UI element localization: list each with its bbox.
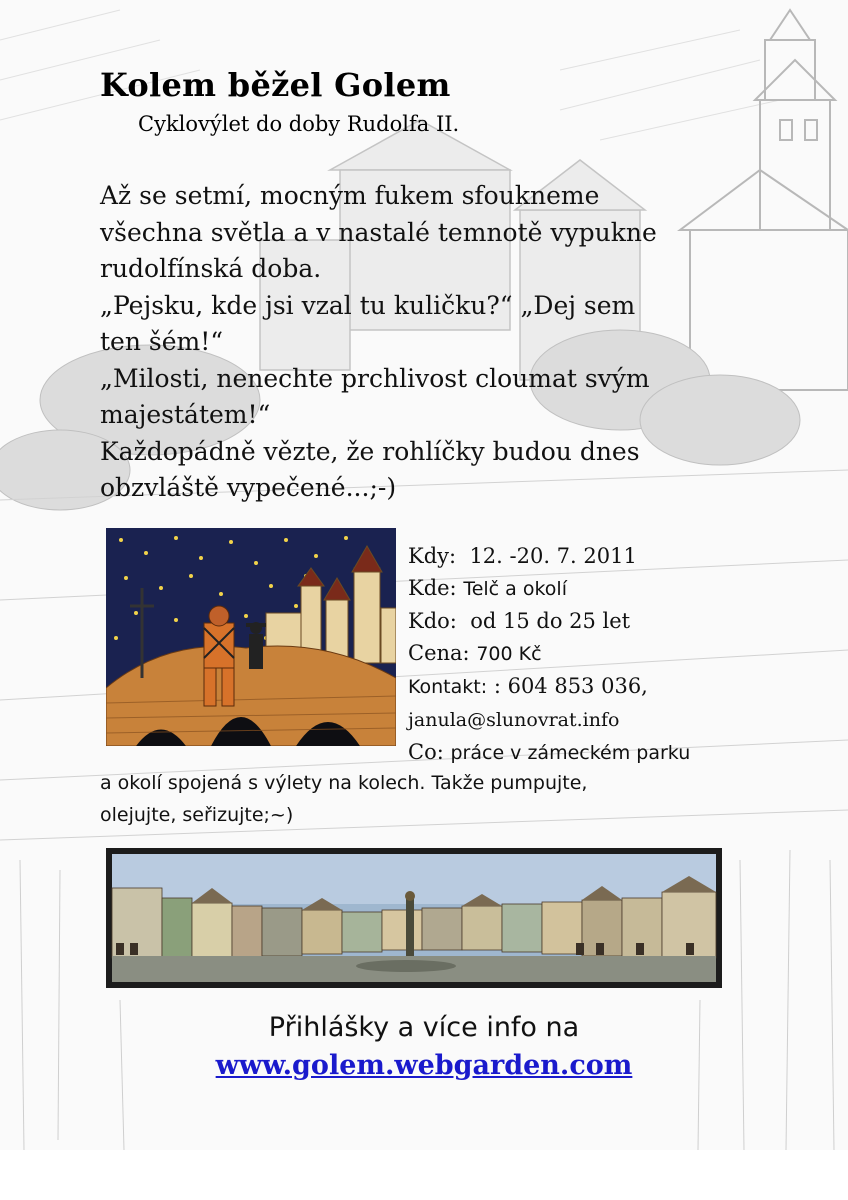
continuation-line — [100, 766, 587, 799]
page-subtitle: Cyklovýlet do doby Rudolfa II. — [138, 112, 460, 136]
what-value: práce v zámeckém parku — [450, 742, 691, 764]
event-details — [408, 540, 690, 769]
detail-when — [408, 540, 690, 572]
intro-line: rudolfínská doba. — [100, 254, 322, 283]
intro-line: obzvláště vypečené...;-) — [100, 473, 397, 502]
price-label: Cena: — [408, 641, 470, 665]
what-label: Co: — [408, 740, 444, 764]
golem-bridge-illustration — [106, 528, 396, 746]
intro-line: ten šém!“ — [100, 327, 224, 356]
where-value: Telč a okolí — [463, 578, 567, 600]
page-title: Kolem běžel Golem — [100, 66, 451, 104]
activity-continuation — [100, 766, 587, 831]
price-value: 700 Kč — [476, 643, 542, 665]
intro-line: Každopádně vězte, že rohlíčky budou dnes — [100, 436, 640, 466]
who-label: Kdo: — [408, 609, 457, 633]
detail-email — [408, 703, 690, 736]
when-value: 12. -20. 7. 2011 — [469, 544, 637, 568]
website-link[interactable]: www.golem.webgarden.com — [215, 1050, 633, 1081]
intro-line: Až se setmí, mocným fukem sfoukneme — [100, 181, 600, 210]
footer-text: Přihlášky a více info na — [268, 1012, 580, 1043]
detail-price — [408, 637, 690, 670]
continuation-highlight: výlety na kolech — [264, 772, 420, 794]
when-label: Kdy: — [408, 544, 457, 568]
telc-square-panorama — [106, 848, 722, 988]
intro-text — [100, 178, 740, 507]
contact-label: Kontakt: — [408, 676, 488, 698]
website-link-wrapper — [0, 1050, 848, 1081]
detail-what — [408, 736, 690, 769]
detail-where — [408, 572, 690, 605]
continuation-part: . Takže pumpujte, — [419, 772, 588, 794]
intro-line: majestátem!“ — [100, 400, 271, 429]
where-label: Kde: — [408, 576, 457, 600]
continuation-part: a okolí spojená s — [100, 772, 265, 794]
detail-who — [408, 605, 690, 637]
contact-email: janula@slunovrat.info — [408, 709, 620, 731]
continuation-line: olejujte, seřizujte;~) — [100, 804, 294, 826]
who-value: od 15 do 25 let — [470, 609, 631, 633]
detail-contact — [408, 670, 690, 703]
contact-phone: : 604 853 036, — [493, 674, 648, 698]
intro-line: „Milosti, nenechte prchlivost cloumat svým — [100, 363, 650, 393]
intro-line: všechna světla a v nastalé temnotě vypukne — [100, 217, 657, 247]
intro-line: „Pejsku, kde jsi vzal tu kuličku?“ „Dej sem — [100, 290, 636, 320]
